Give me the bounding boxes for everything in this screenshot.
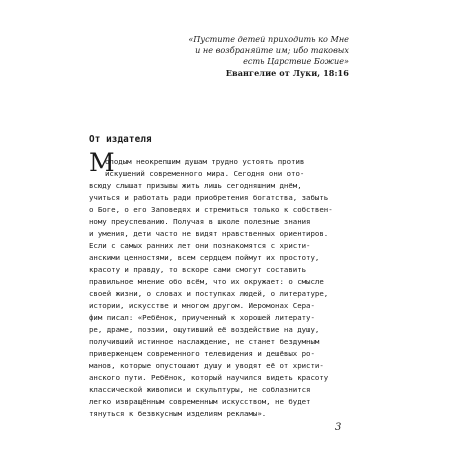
body-line: тянуться к безвкусным изделиям рекламы». [89, 409, 267, 418]
body-line: красоту и правду, то вскоре сами смогут составить [89, 265, 307, 274]
drop-cap: М [89, 148, 115, 177]
epigraph-line: и не возбраняйте им; ибо таковых [195, 45, 349, 55]
body-line: приверженцем современного телевидения и дешёвых ро- [89, 349, 315, 358]
body-line: всюду слышат призывы жить лишь сегодняшним днём, [89, 181, 302, 190]
body-line: олодым неокрепшим душам трудно устоять против [105, 157, 305, 166]
body-line: получивший истинное наслаждение, не станет бездумным [89, 337, 320, 346]
body-line: правильное мнение обо всём, что их окружает: о смысле [89, 277, 324, 286]
body-line: легко извращённым современным искусством, не будет [89, 397, 311, 406]
body-line: искушений современного мира. Сегодня они ото- [105, 169, 305, 178]
body-line: и умения, дети часто не видят нравственных ориентиров. [89, 229, 329, 238]
body-text [89, 156, 353, 420]
body-line: манов, которые опустошают душу и уводят её от христи- [89, 361, 324, 370]
body-line: Если с самых ранних лет они познакомятся с христи- [89, 241, 311, 250]
body-line: анского пути. Ребёнок, который научился видеть красоту [89, 373, 329, 382]
epigraph-line: есть Царствие Божие» [243, 56, 349, 66]
epigraph-line: «Пустите детей приходить ко Мне [188, 34, 349, 44]
body-line: анскими ценностями, всем сердцем поймут их простоту, [89, 253, 320, 262]
page-number: 3 [335, 422, 342, 433]
body-line: ре, драме, поэзии, ощутивший её воздействие на душу, [89, 325, 320, 334]
body-line: своей жизни, о словах и поступках людей, о литературе, [89, 289, 329, 298]
body-line: ному преуспеванию. Получая в школе полезные знания [89, 217, 311, 226]
epigraph [186, 34, 349, 79]
body-line: истории, искусстве и многом другом. Иеромонах Сера- [89, 301, 315, 310]
body-line: фим писал: «Ребёнок, приученный к хорошей литерату- [89, 313, 315, 322]
body-line: классической живописи и скульптуры, не соблазнится [89, 385, 311, 394]
body-line: о Боге, о его Заповедях и стремиться только к собствен- [89, 205, 333, 214]
body-line: учиться и работать ради приобретения богатства, забыть [89, 193, 329, 202]
section-heading: От издателя [89, 134, 152, 145]
epigraph-source: Евангелие от Луки, 18:16 [225, 68, 349, 78]
